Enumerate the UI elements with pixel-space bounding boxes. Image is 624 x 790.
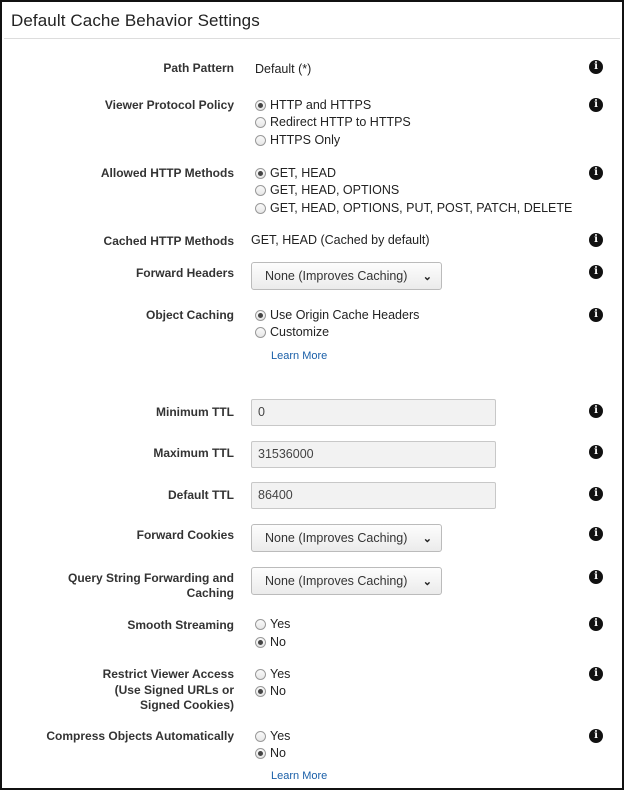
restrict-viewer-access-label-line3: Signed Cookies) <box>139 698 234 712</box>
radio-label: GET, HEAD, OPTIONS <box>270 183 400 197</box>
chevron-down-icon: ⌄ <box>422 271 432 283</box>
radio-label: No <box>270 746 286 760</box>
minimum-ttl-label: Minimum TTL <box>156 405 234 419</box>
query-string-label-line1: Query String Forwarding and <box>67 571 234 585</box>
radio-label: HTTPS Only <box>270 133 341 147</box>
radio-use-origin-cache-headers[interactable] <box>255 308 419 323</box>
query-string-select[interactable] <box>251 567 442 595</box>
radio-redirect-http-to-https[interactable] <box>255 115 411 130</box>
chevron-down-icon: ⌄ <box>422 533 432 545</box>
radio-label: GET, HEAD <box>270 166 336 180</box>
default-ttl-input[interactable]: 86400 <box>251 482 496 509</box>
radio-compress-yes[interactable] <box>255 729 290 744</box>
radio-smooth-streaming-no[interactable] <box>255 635 286 650</box>
smooth-streaming-label: Smooth Streaming <box>127 618 234 632</box>
restrict-viewer-access-label-line1: Restrict Viewer Access <box>102 667 234 681</box>
maximum-ttl-label: Maximum TTL <box>153 446 234 460</box>
query-string-label-line2: Caching <box>186 586 234 600</box>
path-pattern-label: Path Pattern <box>163 61 234 75</box>
radio-button[interactable] <box>255 185 266 196</box>
radio-button-selected[interactable] <box>255 310 266 321</box>
title-divider <box>4 38 620 39</box>
radio-button[interactable] <box>255 669 266 680</box>
learn-more-link[interactable]: Learn More <box>271 770 328 782</box>
radio-get-head-options[interactable] <box>255 183 399 198</box>
chevron-down-icon: ⌄ <box>422 576 432 588</box>
radio-smooth-streaming-yes[interactable] <box>255 617 290 632</box>
radio-button-selected[interactable] <box>255 748 266 759</box>
radio-customize[interactable] <box>255 325 329 340</box>
radio-label: Yes <box>270 667 291 681</box>
radio-button[interactable] <box>255 117 266 128</box>
info-icon[interactable]: i <box>589 570 603 584</box>
radio-label: Use Origin Cache Headers <box>270 308 420 322</box>
info-icon[interactable]: i <box>589 233 603 247</box>
radio-label: Redirect HTTP to HTTPS <box>270 115 411 129</box>
radio-label: No <box>270 635 286 649</box>
object-caching-label: Object Caching <box>145 308 234 322</box>
radio-button-selected[interactable] <box>255 100 266 111</box>
viewer-protocol-policy-label: Viewer Protocol Policy <box>104 98 234 112</box>
compress-objects-label: Compress Objects Automatically <box>46 729 234 743</box>
radio-label: Yes <box>270 617 291 631</box>
info-icon[interactable]: i <box>589 60 603 74</box>
select-value: None (Improves Caching) <box>265 269 408 283</box>
radio-button[interactable] <box>255 619 266 630</box>
forward-cookies-select[interactable] <box>251 524 442 552</box>
section-title: Default Cache Behavior Settings <box>11 11 260 30</box>
radio-label: Customize <box>270 325 330 339</box>
radio-label: HTTP and HTTPS <box>270 98 372 112</box>
radio-restrict-viewer-no[interactable] <box>255 684 286 699</box>
radio-get-head[interactable] <box>255 166 336 181</box>
info-icon[interactable]: i <box>589 487 603 501</box>
learn-more-link[interactable]: Learn More <box>271 350 328 362</box>
radio-https-only[interactable] <box>255 133 340 148</box>
info-icon[interactable]: i <box>589 98 603 112</box>
radio-button[interactable] <box>255 327 266 338</box>
info-icon[interactable]: i <box>589 166 603 180</box>
radio-button[interactable] <box>255 731 266 742</box>
radio-label: GET, HEAD, OPTIONS, PUT, POST, PATCH, DELETE <box>270 201 573 215</box>
radio-button-selected[interactable] <box>255 168 266 179</box>
radio-button-selected[interactable] <box>255 637 266 648</box>
cached-http-methods-value: GET, HEAD (Cached by default) <box>251 233 430 247</box>
forward-headers-label: Forward Headers <box>135 266 234 280</box>
info-icon[interactable]: i <box>589 404 603 418</box>
cached-http-methods-label: Cached HTTP Methods <box>103 234 234 248</box>
default-ttl-label: Default TTL <box>168 488 234 502</box>
radio-restrict-viewer-yes[interactable] <box>255 667 290 682</box>
info-icon[interactable]: i <box>589 617 603 631</box>
radio-button-selected[interactable] <box>255 686 266 697</box>
maximum-ttl-input[interactable]: 31536000 <box>251 441 496 468</box>
forward-cookies-label: Forward Cookies <box>136 528 234 542</box>
info-icon[interactable]: i <box>589 527 603 541</box>
radio-http-and-https[interactable] <box>255 98 371 113</box>
radio-compress-no[interactable] <box>255 746 286 761</box>
info-icon[interactable]: i <box>589 729 603 743</box>
info-icon[interactable]: i <box>589 265 603 279</box>
allowed-http-methods-label: Allowed HTTP Methods <box>100 166 234 180</box>
path-pattern-value: Default (*) <box>255 62 312 76</box>
radio-button[interactable] <box>255 203 266 214</box>
radio-button[interactable] <box>255 135 266 146</box>
select-value: None (Improves Caching) <box>265 574 408 588</box>
info-icon[interactable]: i <box>589 308 603 322</box>
restrict-viewer-access-label-line2: (Use Signed URLs or <box>114 683 234 697</box>
forward-headers-select[interactable] <box>251 262 442 290</box>
radio-all-methods[interactable] <box>255 201 572 216</box>
info-icon[interactable]: i <box>589 445 603 459</box>
info-icon[interactable]: i <box>589 667 603 681</box>
minimum-ttl-input[interactable]: 0 <box>251 399 496 426</box>
radio-label: No <box>270 684 286 698</box>
select-value: None (Improves Caching) <box>265 531 408 545</box>
radio-label: Yes <box>270 729 291 743</box>
